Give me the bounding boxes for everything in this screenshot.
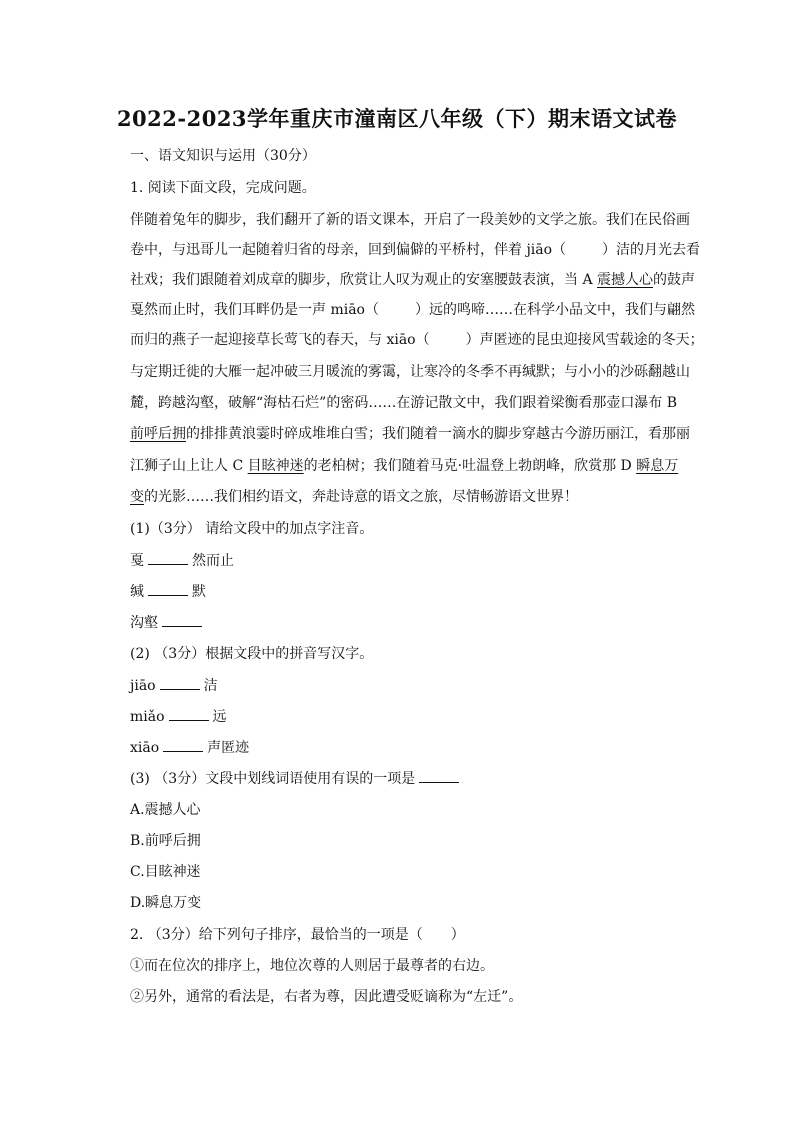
underlined-phrase: 前呼后拥 bbox=[130, 426, 186, 442]
passage-line: 江狮子山上让人 C 目眩神迷的老柏树；我们随着马克·吐温登上勃朗峰，欣赏那 D 瞬息万 bbox=[130, 458, 679, 474]
section-heading: 一、语文知识与运用（30分） bbox=[130, 148, 316, 164]
passage-line: 伴随着兔年的脚步，我们翻开了新的语文课本，开启了一段美妙的文学之旅。我们在民俗画 bbox=[130, 212, 690, 228]
underlined-phrase: 瞬息万 bbox=[636, 458, 679, 474]
answer-blank[interactable] bbox=[148, 550, 188, 565]
passage-line: 卷中，与迅哥儿一起随着归省的母亲，回到偏僻的平桥村，伴着 jiāo（ ）洁的月光去看 bbox=[130, 242, 701, 258]
option-c[interactable]: C.目眩神迷 bbox=[130, 864, 201, 880]
sentence-2: ②另外，通常的看法是，右者为尊，因此遭受贬谪称为“左迁”。 bbox=[130, 989, 523, 1005]
question-2-stem: 2. （3分）给下列句子排序，最恰当的一项是（ ） bbox=[130, 927, 465, 943]
passage-line: 社戏；我们跟随着刘成章的脚步，欣赏让人叹为观止的安塞腰鼓表演，当 A 震撼人心的鼓声 bbox=[130, 272, 696, 288]
underlined-phrase: 变 bbox=[130, 489, 144, 505]
page-title: 2022-2023学年重庆市潼南区八年级（下）期末语文试卷 bbox=[116, 106, 678, 131]
passage-line: 戛然而止时，我们耳畔仍是一声 miāo（ ）远的鸣啼……在科学小品文中，我们与翩然 bbox=[130, 302, 695, 318]
passage-line: 变的光影……我们相约语文，奔赴诗意的语文之旅，尽情畅游语文世界！ bbox=[130, 489, 578, 505]
fill-item: jiāo 洁 bbox=[130, 675, 218, 696]
fill-item: xiāo 声匿迹 bbox=[130, 737, 249, 758]
sub-question-3-stem: (3) （3分）文段中划线词语使用有误的一项是 bbox=[130, 768, 463, 789]
answer-blank[interactable] bbox=[160, 675, 200, 690]
fill-item: 缄 默 bbox=[130, 581, 206, 602]
underlined-phrase: 震撼人心 bbox=[597, 272, 654, 288]
question-1-stem: 1. 阅读下面文段，完成问题。 bbox=[130, 180, 316, 196]
passage-line: 前呼后拥的排排黄浪霎时碎成堆堆白雪；我们随着一滴水的脚步穿越古今游历丽江，看那丽 bbox=[130, 426, 690, 442]
option-a[interactable]: A.震撼人心 bbox=[130, 802, 201, 818]
answer-blank[interactable] bbox=[162, 612, 202, 627]
fill-item: 戛 然而止 bbox=[130, 550, 234, 571]
sub-question-2-stem: (2) （3分）根据文段中的拼音写汉字。 bbox=[130, 646, 374, 662]
passage-line: 与定期迁徙的大雁一起冲破三月暖流的雾霭，让寒冷的冬季不再缄默；与小小的沙砾翻越山 bbox=[130, 364, 690, 380]
fill-item: miǎo 远 bbox=[130, 706, 227, 727]
answer-blank[interactable] bbox=[163, 737, 203, 752]
fill-item: 沟壑 bbox=[130, 612, 206, 633]
sub-question-1-stem: (1)（3分） 请给文段中的加点字注音。 bbox=[130, 521, 374, 537]
option-b[interactable]: B.前呼后拥 bbox=[130, 833, 201, 849]
passage-line: 麓，跨越沟壑，破解“海枯石烂”的密码……在游记散文中，我们跟着梁衡看那壶口瀑布 B bbox=[130, 395, 678, 411]
underlined-phrase: 目眩神迷 bbox=[247, 458, 304, 474]
sentence-1: ①而在位次的排序上，地位次尊的人则居于最尊者的右边。 bbox=[130, 958, 494, 974]
answer-blank[interactable] bbox=[419, 768, 459, 783]
answer-blank[interactable] bbox=[169, 706, 209, 721]
answer-blank[interactable] bbox=[148, 581, 188, 596]
option-d[interactable]: D.瞬息万变 bbox=[130, 895, 202, 911]
passage-line: 而归的燕子一起迎接草长莺飞的春天，与 xiāo（ ）声匿迹的昆虫迎接风雪载途的冬天； bbox=[130, 332, 704, 348]
